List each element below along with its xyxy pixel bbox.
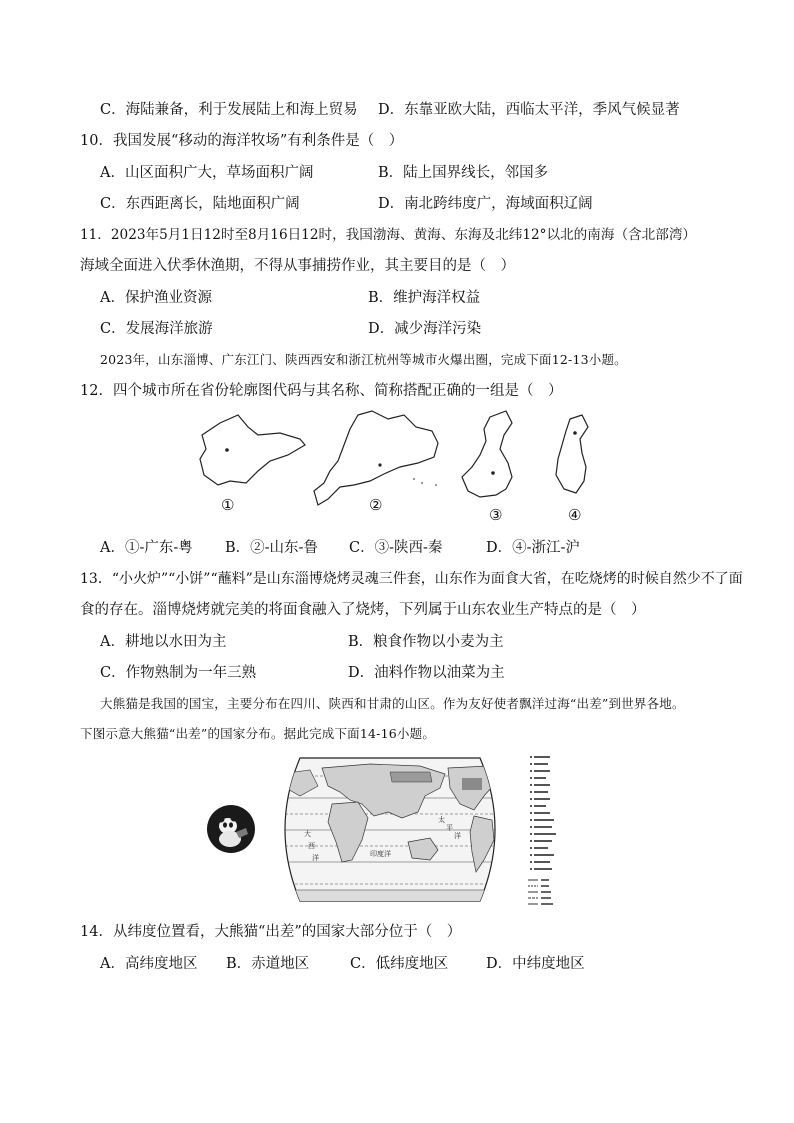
q12-option-b: B．②-山东-鲁 (225, 540, 318, 556)
map-label: 印度洋 (370, 850, 391, 858)
q11-stem-line1: 11．2023年5月1日12时至8月16日12时，我国渤海、黄海、东海及北纬12°以北的南海（含北部湾） (80, 227, 697, 243)
q13-option-d: D．油料作物以油菜为主 (348, 665, 505, 681)
figure-label-3: ③ (489, 506, 503, 524)
q12-option-c: C．③-陕西-秦 (349, 540, 443, 556)
map-label: 西 (308, 842, 315, 850)
province-outline-1 (200, 415, 305, 485)
map-legend (526, 752, 570, 910)
q11-option-b: B．维护海洋权益 (368, 290, 481, 306)
panda-icon (206, 804, 256, 854)
q10-option-d: D．南北跨纬度广，海域面积辽阔 (378, 196, 593, 212)
q10-option-c: C．东西距离长，陆地面积广阔 (100, 196, 300, 212)
q9-option-c: C．海陆兼备，利于发展陆上和海上贸易 (100, 102, 358, 118)
island-dot (421, 482, 423, 484)
map-label: 洋 (312, 854, 319, 862)
map-label: 大 (304, 830, 311, 838)
world-map (270, 756, 510, 903)
q14-option-a: A．高纬度地区 (100, 956, 198, 972)
q14-option-d: D．中纬度地区 (486, 956, 585, 972)
q11-stem-line2: 海域全面进入伏季休渔期，不得从事捕捞作业，其主要目的是（ ） (80, 258, 515, 274)
q13-stem-line1: 13．“小火炉”“小饼”“蘸料”是山东淄博烧烤灵魂三件套，山东作为面食大省，在吃烧烤的时候自然少不了面 (80, 571, 743, 587)
q13-stem-line2: 食的存在。淄博烧烤就完美的将面食融入了烧烤，下列属于山东农业生产特点的是（ ） (80, 602, 646, 618)
city-dot-2 (378, 463, 381, 466)
q14-option-c: C．低纬度地区 (350, 956, 449, 972)
province-outline-3 (462, 411, 512, 497)
intro-14-16-line1: 大熊猫是我国的国宝，主要分布在四川、陕西和甘肃的山区。作为友好使者飘洋过海“出差”到世界各地。 (100, 696, 685, 711)
province-outline-4 (556, 415, 588, 493)
island-dot (413, 478, 415, 480)
q13-option-a: A．耕地以水田为主 (100, 634, 227, 650)
city-dot-4 (573, 431, 577, 435)
q11-option-a: A．保护渔业资源 (100, 290, 212, 306)
q10-stem: 10．我国发展“移动的海洋牧场”有利条件是（ ） (80, 133, 404, 149)
intro-12-13: 2023年，山东淄博、广东江门、陕西西安和浙江杭州等城市火爆出圈，完成下面12-13小题。 (100, 352, 627, 367)
city-dot-1 (225, 448, 229, 452)
q11-option-d: D．减少海洋污染 (368, 321, 482, 337)
province-outline-2 (314, 411, 438, 505)
figure-label-2: ② (369, 496, 383, 514)
map-label: 洋 (454, 832, 461, 840)
q12-option-a: A．①-广东-粤 (100, 540, 193, 556)
q14-option-b: B．赤道地区 (226, 956, 310, 972)
highlight-usa (462, 778, 482, 790)
figure-label-1: ① (221, 496, 235, 514)
island-dot (435, 484, 437, 486)
q13-option-b: B．粮食作物以小麦为主 (348, 634, 504, 650)
q14-stem: 14．从纬度位置看，大熊猫“出差”的国家大部分位于（ ） (80, 924, 462, 940)
q12-stem: 12．四个城市所在省份轮廓图代码与其名称、简称搭配正确的一组是（ ） (80, 383, 563, 399)
province-outlines-figure (190, 405, 610, 525)
highlight-band (390, 772, 432, 782)
city-dot-3 (491, 471, 495, 475)
q9-option-d: D．东靠亚欧大陆，西临太平洋，季风气候显著 (378, 102, 680, 118)
map-label: 平 (446, 824, 453, 832)
q11-option-c: C．发展海洋旅游 (100, 321, 213, 337)
q10-option-b: B．陆上国界线长，邻国多 (378, 165, 549, 181)
q12-option-d: D．④-浙江-沪 (486, 540, 580, 556)
figure-label-4: ④ (568, 506, 582, 524)
map-label: 太 (438, 816, 445, 824)
q13-option-c: C．作物熟制为一年三熟 (100, 665, 257, 681)
intro-14-16-line2: 下图示意大熊猫“出差”的国家分布。据此完成下面14-16小题。 (80, 726, 436, 741)
q10-option-a: A．山区面积广大，草场面积广阔 (100, 165, 314, 181)
